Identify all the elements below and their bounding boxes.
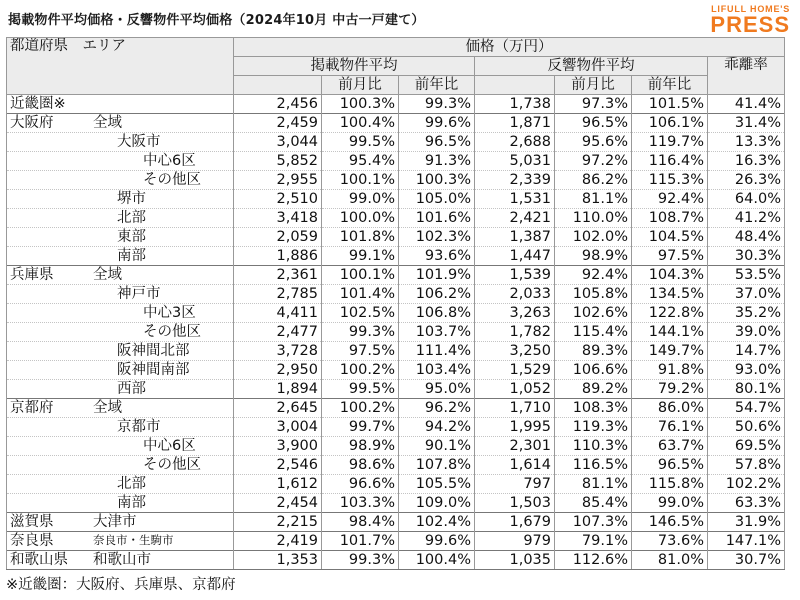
area-name: 中心6区: [143, 153, 196, 169]
inquiry-yoy-cell: 115.3%: [632, 171, 708, 190]
row-label: [7, 209, 234, 228]
listed-price-cell: 2,510: [234, 190, 322, 209]
gap-rate-cell: 69.5%: [708, 437, 785, 456]
inquiry-price-cell: 797: [475, 475, 555, 494]
table-row: [7, 399, 785, 418]
brand-logo-main: PRESS: [710, 12, 790, 37]
area-name: その他区: [143, 457, 201, 473]
inquiry-mom-cell: 107.3%: [555, 513, 632, 532]
inquiry-price-cell: 1,503: [475, 494, 555, 513]
gap-rate-cell: 41.2%: [708, 209, 785, 228]
listed-yoy-cell: 103.4%: [399, 361, 475, 380]
area-name: 奈良市・生駒市: [93, 533, 174, 547]
listed-yoy-cell: 102.4%: [399, 513, 475, 532]
row-label: [7, 304, 234, 323]
inquiry-mom-cell: 105.8%: [555, 285, 632, 304]
area-name: 全域: [93, 267, 122, 283]
inquiry-yoy-cell: 63.7%: [632, 437, 708, 456]
row-label: [7, 494, 234, 513]
area-name: 大阪市: [117, 134, 161, 150]
gap-rate-cell: 41.4%: [708, 95, 785, 114]
area-name: 堺市: [117, 191, 146, 207]
listed-price-cell: 3,044: [234, 133, 322, 152]
listed-yoy-cell: 103.7%: [399, 323, 475, 342]
listed-price-cell: 2,459: [234, 114, 322, 133]
row-label: [7, 190, 234, 209]
table-row: [7, 361, 785, 380]
table-row: [7, 494, 785, 513]
listed-price-cell: 2,361: [234, 266, 322, 285]
inquiry-mom-cell: 108.3%: [555, 399, 632, 418]
listed-yoy-cell: 105.0%: [399, 190, 475, 209]
inquiry-yoy-cell: 106.1%: [632, 114, 708, 133]
area-name: 南部: [117, 248, 146, 264]
table-row: [7, 266, 785, 285]
inquiry-mom-cell: 92.4%: [555, 266, 632, 285]
inquiry-price-cell: 2,301: [475, 437, 555, 456]
gap-rate-cell: 31.4%: [708, 114, 785, 133]
inquiry-price-cell: 1,871: [475, 114, 555, 133]
gap-rate-cell: 35.2%: [708, 304, 785, 323]
gap-rate-cell: 54.7%: [708, 399, 785, 418]
inquiry-yoy-cell: 116.4%: [632, 152, 708, 171]
listed-yoy-cell: 109.0%: [399, 494, 475, 513]
prefecture-name: 近畿圏※: [10, 95, 66, 112]
listed-yoy-cell: 99.6%: [399, 532, 475, 551]
area-name: 北部: [117, 210, 146, 226]
row-label: [7, 399, 234, 418]
header-inquiry: 反響物件平均: [475, 57, 708, 76]
page-title: 掲載物件平均価格・反響物件平均価格（2024年10月 中古一戸建て）: [8, 13, 425, 28]
table-row: [7, 532, 785, 551]
inquiry-price-cell: 2,421: [475, 209, 555, 228]
listed-mom-cell: 99.5%: [322, 380, 399, 399]
row-label: [7, 323, 234, 342]
listed-mom-cell: 100.2%: [322, 399, 399, 418]
row-label: [7, 475, 234, 494]
inquiry-yoy-cell: 97.5%: [632, 247, 708, 266]
table-row: [7, 95, 785, 114]
inquiry-yoy-cell: 86.0%: [632, 399, 708, 418]
area-name: 京都市: [117, 419, 161, 435]
area-name: 東部: [117, 229, 146, 245]
listed-price-cell: 2,546: [234, 456, 322, 475]
inquiry-yoy-cell: 108.7%: [632, 209, 708, 228]
table-row: [7, 304, 785, 323]
listed-price-cell: 2,950: [234, 361, 322, 380]
inquiry-yoy-cell: 101.5%: [632, 95, 708, 114]
inquiry-price-cell: 1,679: [475, 513, 555, 532]
listed-price-cell: 3,418: [234, 209, 322, 228]
area-name: 和歌山市: [93, 552, 151, 568]
inquiry-price-cell: 1,995: [475, 418, 555, 437]
listed-price-cell: 5,852: [234, 152, 322, 171]
prefecture-name: 和歌山県: [10, 551, 68, 568]
inquiry-price-cell: 1,447: [475, 247, 555, 266]
gap-rate-cell: 30.7%: [708, 551, 785, 570]
prefecture-name: 兵庫県: [10, 266, 54, 283]
gap-rate-cell: 16.3%: [708, 152, 785, 171]
inquiry-mom-cell: 81.1%: [555, 190, 632, 209]
listed-mom-cell: 101.4%: [322, 285, 399, 304]
header-listed-yoy: 前年比: [399, 76, 475, 95]
header-row-1: [7, 38, 785, 57]
inquiry-mom-cell: 95.6%: [555, 133, 632, 152]
inquiry-mom-cell: 85.4%: [555, 494, 632, 513]
inquiry-mom-cell: 97.3%: [555, 95, 632, 114]
gap-rate-cell: 102.2%: [708, 475, 785, 494]
inquiry-mom-cell: 110.0%: [555, 209, 632, 228]
listed-price-cell: 2,456: [234, 95, 322, 114]
inquiry-price-cell: 1,710: [475, 399, 555, 418]
inquiry-yoy-cell: 104.3%: [632, 266, 708, 285]
listed-yoy-cell: 111.4%: [399, 342, 475, 361]
listed-price-cell: 1,612: [234, 475, 322, 494]
inquiry-yoy-cell: 119.7%: [632, 133, 708, 152]
listed-price-cell: 3,004: [234, 418, 322, 437]
inquiry-yoy-cell: 91.8%: [632, 361, 708, 380]
table-row: [7, 285, 785, 304]
listed-mom-cell: 100.1%: [322, 266, 399, 285]
inquiry-mom-cell: 89.2%: [555, 380, 632, 399]
listed-yoy-cell: 96.5%: [399, 133, 475, 152]
listed-yoy-cell: 106.8%: [399, 304, 475, 323]
table-row: [7, 323, 785, 342]
table-row: [7, 133, 785, 152]
gap-rate-cell: 80.1%: [708, 380, 785, 399]
listed-price-cell: 2,645: [234, 399, 322, 418]
inquiry-price-cell: 1,738: [475, 95, 555, 114]
row-label: [7, 437, 234, 456]
inquiry-yoy-cell: 115.8%: [632, 475, 708, 494]
table-row: [7, 228, 785, 247]
header-inquiry-yoy: 前年比: [632, 76, 708, 95]
inquiry-price-cell: 2,339: [475, 171, 555, 190]
table-row: [7, 551, 785, 570]
inquiry-price-cell: 1,529: [475, 361, 555, 380]
listed-yoy-cell: 95.0%: [399, 380, 475, 399]
inquiry-yoy-cell: 79.2%: [632, 380, 708, 399]
inquiry-mom-cell: 96.5%: [555, 114, 632, 133]
listed-price-cell: 1,886: [234, 247, 322, 266]
inquiry-price-cell: 1,782: [475, 323, 555, 342]
row-label: [7, 361, 234, 380]
listed-mom-cell: 95.4%: [322, 152, 399, 171]
gap-rate-cell: 147.1%: [708, 532, 785, 551]
listed-yoy-cell: 96.2%: [399, 399, 475, 418]
prefecture-name: 京都府: [10, 399, 54, 416]
inquiry-yoy-cell: 96.5%: [632, 456, 708, 475]
inquiry-yoy-cell: 92.4%: [632, 190, 708, 209]
row-label: [7, 380, 234, 399]
inquiry-price-cell: 1,614: [475, 456, 555, 475]
price-table: [6, 37, 785, 570]
row-label: [7, 266, 234, 285]
inquiry-price-cell: 1,387: [475, 228, 555, 247]
inquiry-price-cell: 1,531: [475, 190, 555, 209]
listed-price-cell: 2,454: [234, 494, 322, 513]
listed-mom-cell: 99.3%: [322, 323, 399, 342]
listed-yoy-cell: 100.3%: [399, 171, 475, 190]
inquiry-mom-cell: 106.6%: [555, 361, 632, 380]
row-label: [7, 133, 234, 152]
row-label: [7, 228, 234, 247]
inquiry-mom-cell: 81.1%: [555, 475, 632, 494]
row-label: [7, 513, 234, 532]
table-row: [7, 437, 785, 456]
area-name: 大津市: [93, 514, 137, 530]
listed-yoy-cell: 106.2%: [399, 285, 475, 304]
inquiry-mom-cell: 98.9%: [555, 247, 632, 266]
inquiry-yoy-cell: 134.5%: [632, 285, 708, 304]
brand-logo-top: LIFULL HOME'S: [711, 4, 790, 14]
row-label: [7, 532, 234, 551]
listed-yoy-cell: 101.6%: [399, 209, 475, 228]
header-listed-price-blank: [234, 76, 322, 95]
listed-yoy-cell: 107.8%: [399, 456, 475, 475]
gap-rate-cell: 57.8%: [708, 456, 785, 475]
inquiry-price-cell: 2,033: [475, 285, 555, 304]
listed-price-cell: 1,894: [234, 380, 322, 399]
listed-price-cell: 2,785: [234, 285, 322, 304]
area-name: 阪神間北部: [117, 343, 190, 359]
row-label: [7, 152, 234, 171]
listed-mom-cell: 101.8%: [322, 228, 399, 247]
area-name: 南部: [117, 495, 146, 511]
gap-rate-cell: 26.3%: [708, 171, 785, 190]
area-name: 神戸市: [117, 286, 161, 302]
table-row: [7, 114, 785, 133]
inquiry-price-cell: 1,035: [475, 551, 555, 570]
gap-rate-cell: 48.4%: [708, 228, 785, 247]
listed-mom-cell: 101.7%: [322, 532, 399, 551]
header-gap: 乖離率: [708, 57, 785, 95]
inquiry-price-cell: 979: [475, 532, 555, 551]
inquiry-mom-cell: 97.2%: [555, 152, 632, 171]
listed-mom-cell: 100.1%: [322, 171, 399, 190]
listed-yoy-cell: 100.4%: [399, 551, 475, 570]
inquiry-yoy-cell: 144.1%: [632, 323, 708, 342]
gap-rate-cell: 50.6%: [708, 418, 785, 437]
listed-price-cell: 2,215: [234, 513, 322, 532]
inquiry-yoy-cell: 122.8%: [632, 304, 708, 323]
inquiry-price-cell: 3,263: [475, 304, 555, 323]
footnote: ※近畿圏：大阪府、兵庫県、京都府: [6, 577, 236, 593]
listed-yoy-cell: 90.1%: [399, 437, 475, 456]
inquiry-price-cell: 3,250: [475, 342, 555, 361]
inquiry-yoy-cell: 104.5%: [632, 228, 708, 247]
table-row: [7, 342, 785, 361]
inquiry-yoy-cell: 81.0%: [632, 551, 708, 570]
listed-price-cell: 2,955: [234, 171, 322, 190]
gap-rate-cell: 64.0%: [708, 190, 785, 209]
listed-mom-cell: 98.9%: [322, 437, 399, 456]
table-row: [7, 209, 785, 228]
gap-rate-cell: 53.5%: [708, 266, 785, 285]
prefecture-name: 奈良県: [10, 532, 54, 549]
area-name: 西部: [117, 381, 146, 397]
listed-yoy-cell: 99.6%: [399, 114, 475, 133]
area-name: 阪神間南部: [117, 362, 190, 378]
listed-mom-cell: 99.1%: [322, 247, 399, 266]
inquiry-price-cell: 5,031: [475, 152, 555, 171]
area-name: 中心6区: [143, 438, 196, 454]
row-label: [7, 285, 234, 304]
table-row: [7, 418, 785, 437]
table-row: [7, 513, 785, 532]
inquiry-mom-cell: 116.5%: [555, 456, 632, 475]
listed-yoy-cell: 101.9%: [399, 266, 475, 285]
table-row: [7, 475, 785, 494]
row-label: [7, 95, 234, 114]
listed-price-cell: 2,059: [234, 228, 322, 247]
listed-price-cell: 2,419: [234, 532, 322, 551]
inquiry-yoy-cell: 149.7%: [632, 342, 708, 361]
listed-mom-cell: 98.4%: [322, 513, 399, 532]
row-label: [7, 551, 234, 570]
listed-mom-cell: 100.2%: [322, 361, 399, 380]
inquiry-price-cell: 1,539: [475, 266, 555, 285]
row-label: [7, 114, 234, 133]
area-name: 北部: [117, 476, 146, 492]
prefecture-name: 大阪府: [10, 114, 54, 131]
gap-rate-cell: 30.3%: [708, 247, 785, 266]
gap-rate-cell: 63.3%: [708, 494, 785, 513]
table-row: [7, 190, 785, 209]
listed-mom-cell: 100.0%: [322, 209, 399, 228]
inquiry-mom-cell: 110.3%: [555, 437, 632, 456]
table-row: [7, 247, 785, 266]
inquiry-yoy-cell: 76.1%: [632, 418, 708, 437]
listed-yoy-cell: 105.5%: [399, 475, 475, 494]
listed-yoy-cell: 93.6%: [399, 247, 475, 266]
listed-price-cell: 1,353: [234, 551, 322, 570]
listed-mom-cell: 103.3%: [322, 494, 399, 513]
area-name: その他区: [143, 172, 201, 188]
inquiry-mom-cell: 102.6%: [555, 304, 632, 323]
area-name: その他区: [143, 324, 201, 340]
header-inquiry-price-blank: [475, 76, 555, 95]
listed-yoy-cell: 91.3%: [399, 152, 475, 171]
row-label: [7, 418, 234, 437]
inquiry-price-cell: 1,052: [475, 380, 555, 399]
listed-mom-cell: 99.7%: [322, 418, 399, 437]
row-label: [7, 171, 234, 190]
listed-price-cell: 3,900: [234, 437, 322, 456]
listed-yoy-cell: 94.2%: [399, 418, 475, 437]
row-label: [7, 456, 234, 475]
gap-rate-cell: 93.0%: [708, 361, 785, 380]
listed-mom-cell: 100.4%: [322, 114, 399, 133]
inquiry-yoy-cell: 146.5%: [632, 513, 708, 532]
inquiry-mom-cell: 79.1%: [555, 532, 632, 551]
header-pref-area: 都道府県 エリア: [7, 38, 234, 95]
header-listed-mom: 前月比: [322, 76, 399, 95]
listed-mom-cell: 97.5%: [322, 342, 399, 361]
inquiry-mom-cell: 89.3%: [555, 342, 632, 361]
row-label: [7, 247, 234, 266]
listed-mom-cell: 98.6%: [322, 456, 399, 475]
header-inquiry-mom: 前月比: [555, 76, 632, 95]
header-price: 価格（万円）: [234, 38, 785, 57]
table-row: [7, 456, 785, 475]
listed-yoy-cell: 99.3%: [399, 95, 475, 114]
listed-mom-cell: 96.6%: [322, 475, 399, 494]
table-row: [7, 380, 785, 399]
inquiry-price-cell: 2,688: [475, 133, 555, 152]
inquiry-yoy-cell: 99.0%: [632, 494, 708, 513]
inquiry-mom-cell: 112.6%: [555, 551, 632, 570]
row-label: [7, 342, 234, 361]
table-row: [7, 152, 785, 171]
listed-price-cell: 3,728: [234, 342, 322, 361]
prefecture-name: 滋賀県: [10, 513, 54, 530]
listed-mom-cell: 99.3%: [322, 551, 399, 570]
listed-yoy-cell: 102.3%: [399, 228, 475, 247]
listed-price-cell: 2,477: [234, 323, 322, 342]
listed-price-cell: 4,411: [234, 304, 322, 323]
listed-mom-cell: 99.0%: [322, 190, 399, 209]
gap-rate-cell: 37.0%: [708, 285, 785, 304]
gap-rate-cell: 31.9%: [708, 513, 785, 532]
inquiry-yoy-cell: 73.6%: [632, 532, 708, 551]
gap-rate-cell: 13.3%: [708, 133, 785, 152]
inquiry-mom-cell: 86.2%: [555, 171, 632, 190]
inquiry-mom-cell: 102.0%: [555, 228, 632, 247]
gap-rate-cell: 14.7%: [708, 342, 785, 361]
listed-mom-cell: 100.3%: [322, 95, 399, 114]
inquiry-mom-cell: 115.4%: [555, 323, 632, 342]
area-name: 全域: [93, 115, 122, 131]
area-name: 中心3区: [143, 305, 196, 321]
area-name: 全域: [93, 400, 122, 416]
listed-mom-cell: 99.5%: [322, 133, 399, 152]
listed-mom-cell: 102.5%: [322, 304, 399, 323]
table-row: [7, 171, 785, 190]
brand-logo: [640, 4, 790, 36]
gap-rate-cell: 39.0%: [708, 323, 785, 342]
header-listed: 掲載物件平均: [234, 57, 475, 76]
inquiry-mom-cell: 119.3%: [555, 418, 632, 437]
